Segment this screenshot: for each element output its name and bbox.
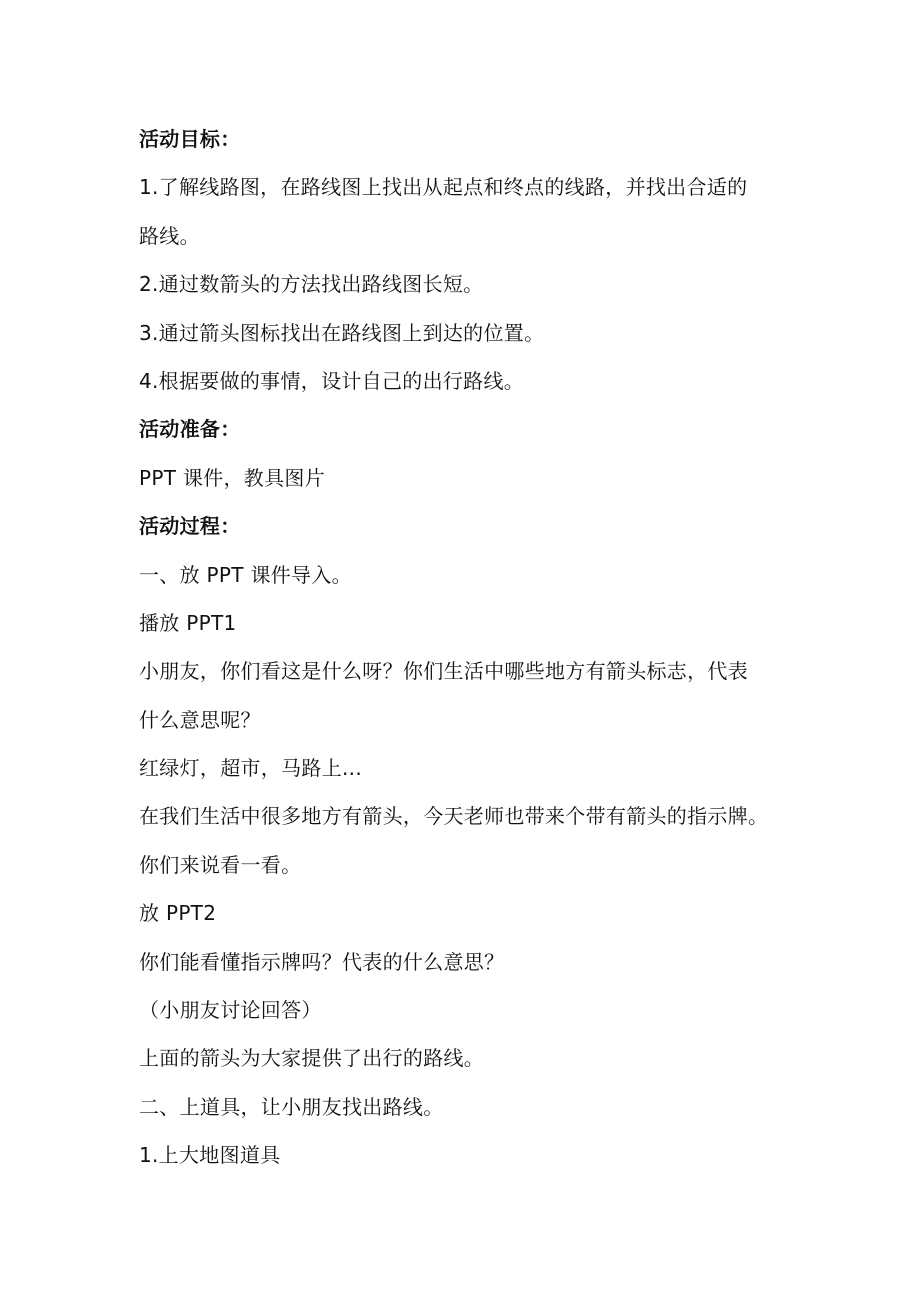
process-step-2: 二、上道具，让小朋友找出路线。: [139, 1094, 444, 1119]
paragraph-question-arrows-continued: 什么意思呢？: [139, 707, 261, 732]
process-substep-1: 1.上大地图道具: [139, 1143, 281, 1168]
paragraph-play-ppt1: 播放 PPT1: [139, 610, 237, 635]
heading-activity-process: 活动过程：: [139, 514, 241, 539]
heading-activity-goals: 活动目标：: [139, 127, 241, 151]
goal-item-2: 2.通过数箭头的方法找出路线图长短。: [139, 272, 484, 297]
paragraph-arrows-route: 上面的箭头为大家提供了出行的路线。: [139, 1046, 485, 1071]
heading-activity-preparation: 活动准备：: [139, 417, 241, 442]
paragraph-play-ppt2: 放 PPT2: [139, 901, 217, 926]
goal-item-4: 4.根据要做的事情，设计自己的出行路线。: [139, 368, 525, 393]
paragraph-signboard-intro-continued: 你们来说看一看。: [139, 852, 302, 877]
paragraph-signboard-intro: 在我们生活中很多地方有箭头，今天老师也带来个带有箭头的指示牌。: [139, 804, 769, 829]
paragraph-question-arrows: 小朋友，你们看这是什么呀？你们生活中哪些地方有箭头标志，代表: [139, 659, 748, 684]
process-step-1: 一、放 PPT 课件导入。: [139, 562, 352, 587]
goal-item-3: 3.通过箭头图标找出在路线图上到达的位置。: [139, 320, 545, 345]
document-body: [139, 115, 799, 1180]
paragraph-question-signboard: 你们能看懂指示牌吗？代表的什么意思？: [139, 949, 505, 974]
paragraph-discussion: （小朋友讨论回答）: [139, 998, 322, 1023]
preparation-text: PPT 课件，教具图片: [139, 465, 325, 490]
goal-item-1: 1.了解线路图，在路线图上找出从起点和终点的线路，并找出合适的: [139, 175, 748, 200]
goal-item-1-continued: 路线。: [139, 223, 200, 248]
paragraph-examples: 红绿灯，超市，马路上...: [139, 756, 362, 781]
